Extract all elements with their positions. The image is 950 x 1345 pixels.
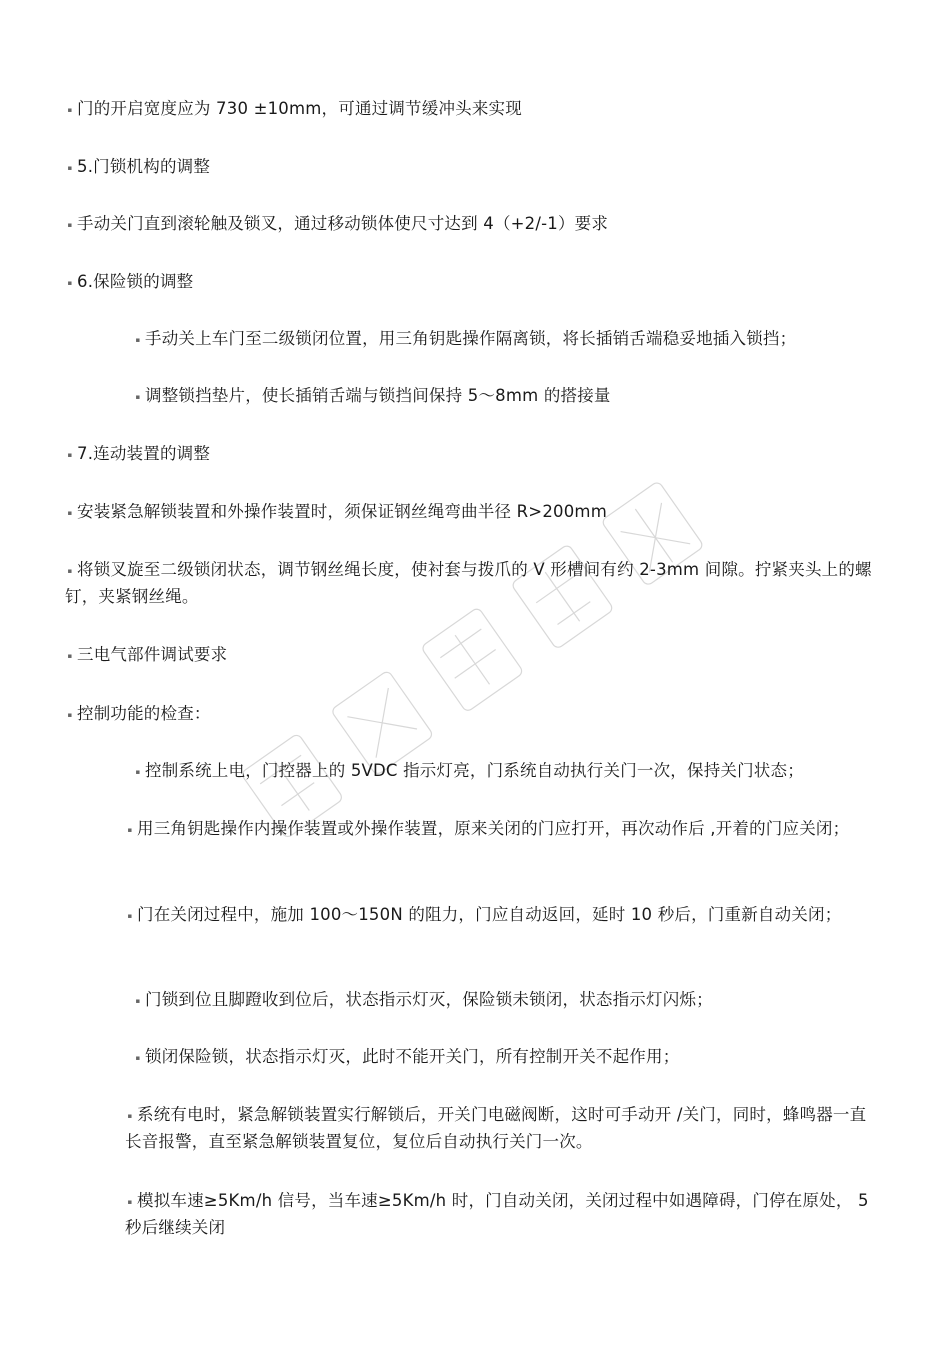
list-item-text: 系统有电时，紧急解锁装置实行解锁后，开关门电磁阀断，这时可手动开 /关门，同时，蜂鸣器一直长音报警，直至紧急解锁装置复位，复位后自动执行关门一次。 bbox=[125, 1105, 867, 1151]
bullet-icon: ▪ bbox=[135, 335, 141, 344]
bullet-icon: ▪ bbox=[67, 566, 73, 575]
list-item bbox=[133, 986, 713, 1013]
paragraph bbox=[65, 700, 211, 727]
section-heading bbox=[65, 153, 210, 180]
list-item bbox=[133, 757, 804, 784]
bullet-icon: ▪ bbox=[127, 1111, 133, 1120]
bullet-icon: ▪ bbox=[67, 450, 73, 459]
bullet-icon: ▪ bbox=[67, 651, 73, 660]
bullet-icon: ▪ bbox=[135, 767, 141, 776]
watermark-graphic bbox=[170, 370, 850, 970]
bullet-icon: ▪ bbox=[127, 1197, 133, 1206]
list-item bbox=[125, 815, 880, 842]
bullet-icon: ▪ bbox=[67, 220, 73, 229]
paragraph bbox=[65, 498, 607, 525]
paragraph-text: 安装紧急解锁装置和外操作装置时，须保证钢丝绳弯曲半径 R>200mm bbox=[77, 502, 607, 521]
paragraph-text: 手动关门直到滚轮触及锁叉，通过移动锁体使尺寸达到 4（+2/-1）要求 bbox=[77, 214, 609, 233]
paragraph bbox=[65, 556, 880, 610]
list-item-text: 用三角钥匙操作内操作装置或外操作装置，原来关闭的门应打开，再次动作后 ,开着的门应关闭； bbox=[137, 819, 850, 838]
section-heading-text: 5.门锁机构的调整 bbox=[77, 157, 211, 176]
bullet-icon: ▪ bbox=[135, 1053, 141, 1062]
section-heading bbox=[65, 440, 210, 467]
paragraph-text: 门的开启宽度应为 730 ±10mm，可通过调节缓冲头来实现 bbox=[77, 99, 522, 118]
bullet-icon: ▪ bbox=[135, 996, 141, 1005]
list-item-text: 门锁到位且脚蹬收到位后，状态指示灯灭，保险锁未锁闭，状态指示灯闪烁； bbox=[145, 990, 713, 1009]
list-item-text: 门在关闭过程中，施加 100～150N 的阻力，门应自动返回，延时 10 秒后，门重新自动关闭； bbox=[137, 905, 842, 924]
list-item bbox=[125, 901, 880, 928]
section-heading bbox=[65, 268, 193, 295]
bullet-icon: ▪ bbox=[67, 508, 73, 517]
bullet-icon: ▪ bbox=[127, 825, 133, 834]
section-heading-text: 三电气部件调试要求 bbox=[77, 645, 228, 664]
bullet-icon: ▪ bbox=[135, 392, 141, 401]
paragraph bbox=[65, 210, 608, 237]
list-item-text: 控制系统上电，门控器上的 5VDC 指示灯亮，门系统自动执行关门一次，保持关门状态； bbox=[145, 761, 804, 780]
paragraph-text: 将锁叉旋至二级锁闭状态，调节钢丝绳长度，使衬套与拨爪的 V 形槽间有约 2-3mm 间隙。拧紧夹头上的螺钉，夹紧钢丝绳。 bbox=[65, 560, 872, 606]
list-item bbox=[133, 1043, 679, 1070]
list-item bbox=[133, 382, 611, 409]
list-item-text: 模拟车速≥5Km/h 信号，当车速≥5Km/h 时，门自动关闭，关闭过程中如遇障碍，门停在原处， 5 秒后继续关闭 bbox=[125, 1191, 869, 1237]
list-item-text: 锁闭保险锁，状态指示灯灭，此时不能开关门，所有控制开关不起作用； bbox=[145, 1047, 680, 1066]
section-heading-text: 7.连动装置的调整 bbox=[77, 444, 211, 463]
paragraph-text: 控制功能的检查： bbox=[77, 704, 211, 723]
bullet-icon: ▪ bbox=[67, 710, 73, 719]
bullet-icon: ▪ bbox=[127, 911, 133, 920]
section-heading bbox=[65, 641, 227, 668]
list-item bbox=[125, 1101, 880, 1155]
bullet-icon: ▪ bbox=[67, 163, 73, 172]
paragraph bbox=[65, 95, 522, 122]
bullet-icon: ▪ bbox=[67, 105, 73, 114]
list-item-text: 手动关上车门至二级锁闭位置，用三角钥匙操作隔离锁，将长插销舌端稳妥地插入锁挡； bbox=[145, 329, 797, 348]
list-item bbox=[133, 325, 796, 352]
list-item bbox=[125, 1187, 880, 1241]
section-heading-text: 6.保险锁的调整 bbox=[77, 272, 194, 291]
bullet-icon: ▪ bbox=[67, 278, 73, 287]
list-item-text: 调整锁挡垫片，使长插销舌端与锁挡间保持 5～8mm 的搭接量 bbox=[145, 386, 611, 405]
